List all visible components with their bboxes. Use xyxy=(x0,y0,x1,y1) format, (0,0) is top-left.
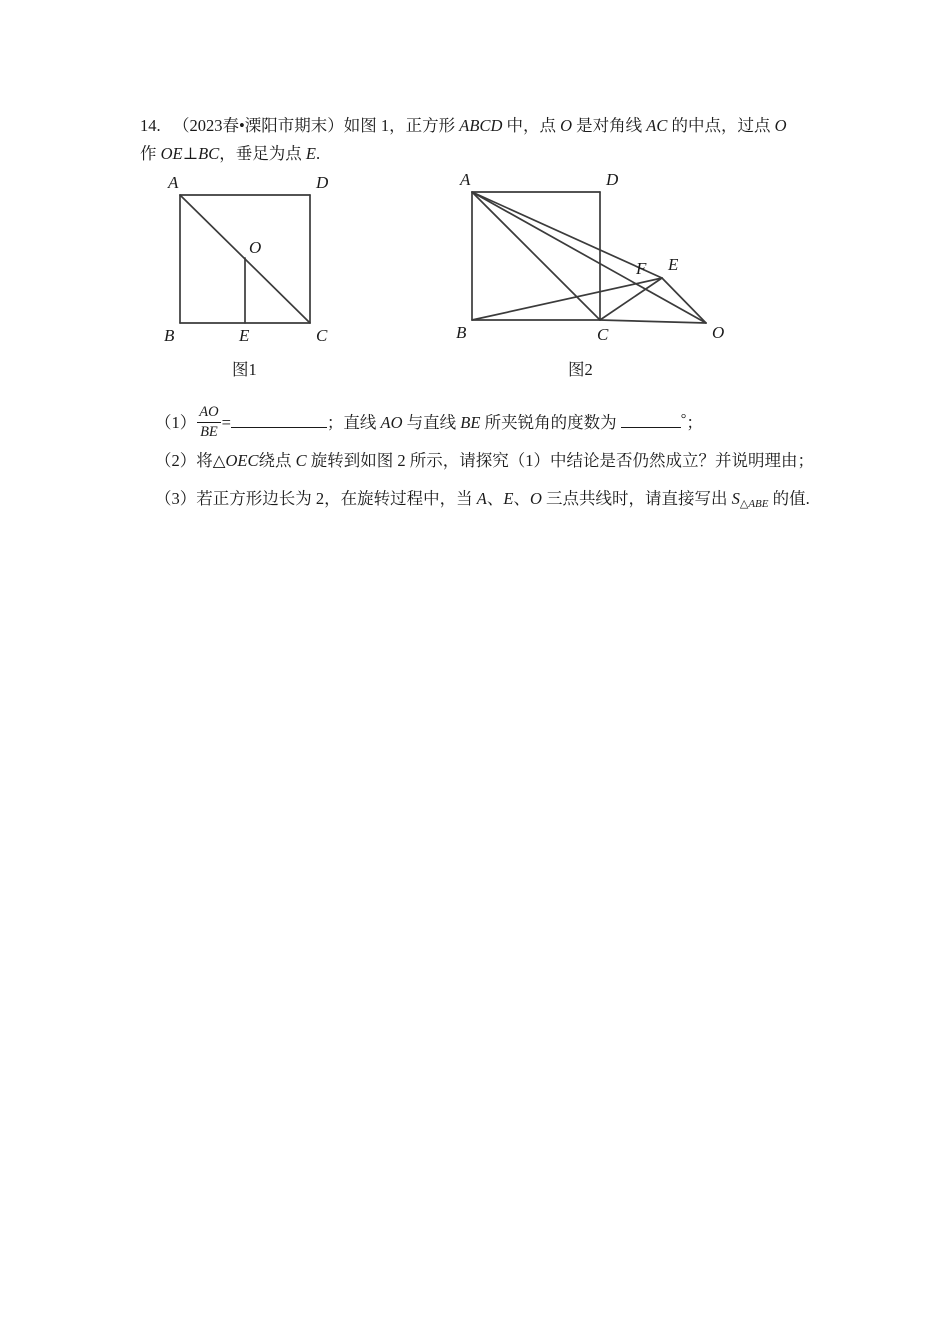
vertex-label-o: O xyxy=(712,323,725,342)
segment-eo xyxy=(662,278,706,323)
label-e: E xyxy=(305,144,316,163)
label-e-q3: E xyxy=(503,488,514,508)
degree-symbol: ° xyxy=(680,412,687,427)
label-o-2: O xyxy=(774,116,787,135)
vertex-label-f: F xyxy=(636,259,647,278)
separator-1: 、 xyxy=(486,488,504,508)
figure-2-drawing xyxy=(440,170,750,360)
answer-blank-angle[interactable] xyxy=(621,413,681,428)
problem-text-7: . xyxy=(315,144,321,163)
figure-2 xyxy=(440,170,750,360)
vertex-label-b: B xyxy=(456,323,467,342)
segment-be xyxy=(472,278,662,320)
segment-ae xyxy=(472,192,662,278)
question-item-2 xyxy=(155,443,855,479)
label-ac: AC xyxy=(646,116,668,135)
label-bc: BC xyxy=(198,144,220,163)
question-2-text-a: 将△ xyxy=(196,450,226,470)
answer-blank-ratio[interactable] xyxy=(231,413,327,428)
label-oec: OEC xyxy=(225,450,259,470)
area-subscript: △ABE xyxy=(739,497,769,510)
label-abcd: ABCD xyxy=(459,116,503,135)
question-3-text-a: 若正方形边长为 2，在旋转过程中，当 xyxy=(196,488,477,508)
label-ao-q1: AO xyxy=(380,412,403,432)
figure-2-caption: 图2 xyxy=(568,360,593,379)
problem-text-3: 是对角线 xyxy=(572,116,647,135)
vertex-label-o: O xyxy=(249,238,262,257)
question-1-end: ； xyxy=(686,412,703,432)
figure-1-drawing xyxy=(150,170,360,360)
question-1-text-b: 与直线 xyxy=(402,412,461,432)
problem-text-2: 中，点 xyxy=(502,116,561,135)
vertex-label-c: C xyxy=(316,326,328,345)
question-3-text-c: 的值. xyxy=(768,488,810,508)
label-oe: OE xyxy=(160,144,183,163)
area-symbol: S xyxy=(731,488,740,508)
vertex-label-d: D xyxy=(316,173,329,192)
problem-statement xyxy=(140,112,850,168)
label-o: O xyxy=(560,116,573,135)
segment-co xyxy=(600,320,706,323)
label-a-q3: A xyxy=(476,488,487,508)
question-2-text-b: 绕点 xyxy=(258,450,296,470)
problem-number: 14. xyxy=(140,116,161,135)
separator-2: 、 xyxy=(513,488,530,508)
equals-sign: = xyxy=(221,412,231,432)
question-1-marker: （1） xyxy=(155,412,197,432)
problem-source: （2023春•溧阳市期末） xyxy=(173,116,344,135)
vertex-label-b: B xyxy=(164,326,175,345)
segment-ac xyxy=(472,192,600,320)
label-o-q3: O xyxy=(529,488,542,508)
question-1-text-c: 所夹锐角的度数为 xyxy=(480,412,621,432)
label-c-q2: C xyxy=(295,450,307,470)
fraction-numerator: AO xyxy=(197,404,220,423)
vertex-label-e: E xyxy=(239,326,250,345)
vertex-label-a: A xyxy=(168,173,179,192)
question-item-3 xyxy=(155,481,855,522)
question-2-text-c: 旋转到如图 2 所示，请探究（1）中结论是否仍然成立？并说明理由； xyxy=(306,450,814,470)
fraction-denominator: BE xyxy=(200,423,218,440)
figure-1 xyxy=(150,170,360,360)
perpendicular-symbol: ⊥ xyxy=(182,144,199,163)
question-item-1 xyxy=(155,402,855,441)
vertex-label-c: C xyxy=(597,325,609,344)
question-3-text-b: 三点共线时，请直接写出 xyxy=(541,488,732,508)
question-3-marker: （3） xyxy=(155,488,197,508)
figures-row xyxy=(0,170,950,385)
problem-text-4: 的中点，过点 xyxy=(667,116,775,135)
question-1-text-a: ；直线 xyxy=(326,412,381,432)
figure-1-caption: 图1 xyxy=(232,360,257,379)
vertex-label-d: D xyxy=(606,170,619,189)
question-2-marker: （2） xyxy=(155,450,197,470)
problem-text-5: 作 xyxy=(140,144,161,163)
ratio-ao-over-be xyxy=(197,404,220,441)
questions-list xyxy=(155,402,855,524)
problem-text-6: ，垂足为点 xyxy=(219,144,306,163)
vertex-label-e: E xyxy=(668,255,679,274)
problem-text-1: 如图 1，正方形 xyxy=(343,116,460,135)
label-be-q1: BE xyxy=(460,412,481,432)
vertex-label-a: A xyxy=(460,170,471,189)
